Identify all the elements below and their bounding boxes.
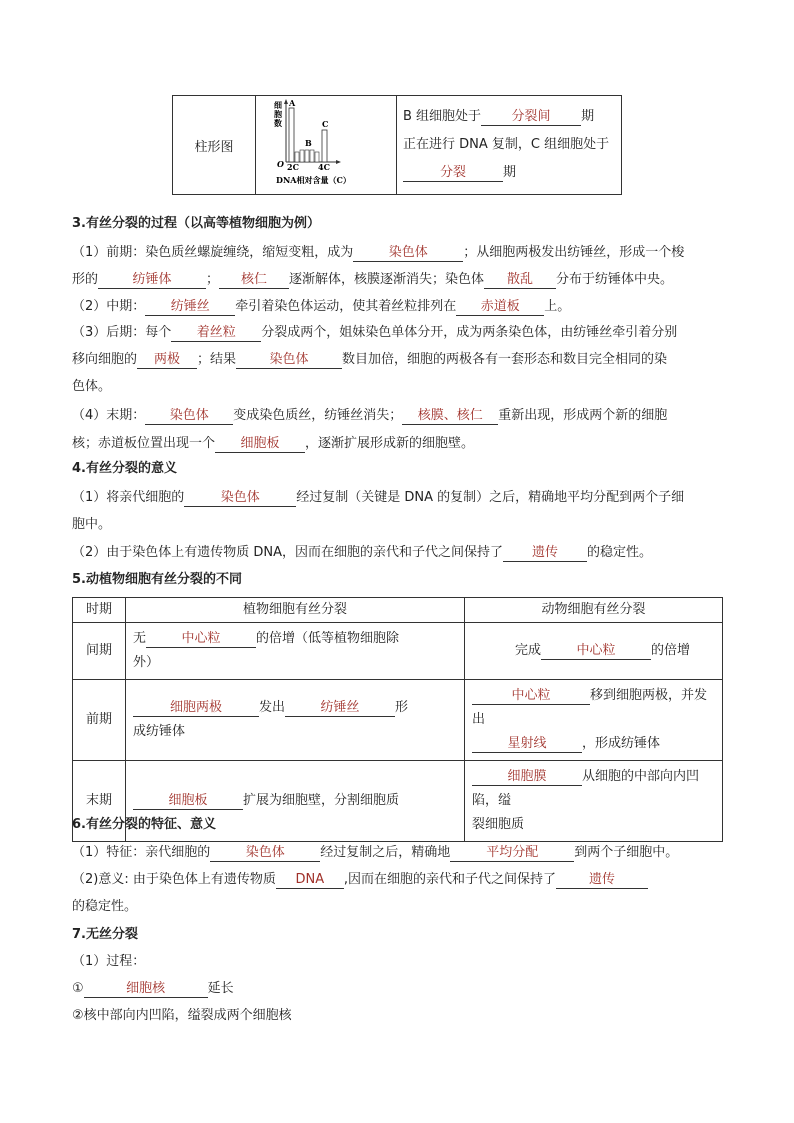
s7-p1: （1）过程：: [72, 954, 146, 969]
s3-p3-line2: 移向细胞的 两极 ；结果 染色体 数目加倍，细胞的两极各有一套形态和数目完全相同的染: [72, 352, 668, 367]
col-header-animal: 动物细胞有丝分裂: [465, 598, 723, 623]
comparison-table: [72, 597, 723, 842]
s4-p1-line2: 胞中。: [72, 517, 112, 532]
answer-blank: 染色体: [184, 489, 296, 507]
section-7-heading: 7.无丝分裂: [72, 927, 138, 942]
period-telophase: 末期: [73, 761, 126, 842]
bar-b1: [295, 152, 299, 162]
section-5-heading: 5.动植物细胞有丝分裂的不同: [72, 572, 242, 587]
x-axis-label: DNA相对含量（C）: [276, 175, 351, 185]
answer-blank: 细胞两极: [133, 699, 259, 717]
bar-b5: [315, 152, 319, 162]
row-label: 柱形图: [173, 96, 256, 195]
s7-p2: ① 细胞核 延长: [72, 981, 234, 996]
plant-interphase: 无 中心粒 的倍增（低等植物细胞除 外）: [126, 623, 465, 680]
answer-blank: DNA: [276, 871, 344, 889]
bar-chart-description: [397, 96, 622, 195]
desc-text: B 组细胞处于: [403, 109, 482, 124]
animal-interphase: 完成 中心粒 的倍增: [465, 623, 723, 680]
period-interphase: 间期: [73, 623, 126, 680]
answer-blank: 中心粒: [146, 630, 256, 648]
answer-blank: 中心粒: [472, 687, 590, 705]
answer-blank: 平均分配: [450, 844, 574, 862]
answer-blank: 染色体: [353, 244, 463, 262]
animal-prophase: 中心粒 移到细胞两极，并发出 星射线 ，形成纺锤体: [465, 680, 723, 761]
answer-blank: 核仁: [219, 271, 289, 289]
plant-telophase: 细胞板 扩展为细胞壁，分割细胞质: [126, 761, 465, 842]
bar-b-label: B: [305, 138, 312, 148]
answer-blank: 星射线: [472, 735, 582, 753]
origin-label: O: [277, 159, 284, 169]
bar-b4: [310, 150, 314, 162]
bar-a: [289, 108, 294, 162]
answer-blank: 细胞板: [215, 435, 305, 453]
answer-blank: 分裂: [403, 164, 503, 182]
y-axis-label-char: 数: [274, 118, 282, 128]
col-header-plant: 植物细胞有丝分裂: [126, 598, 465, 623]
desc-text: 正在进行 DNA 复制，C 组细胞处于: [403, 137, 610, 152]
answer-blank: 染色体: [145, 407, 233, 425]
answer-blank: 遗传: [503, 544, 587, 562]
answer-blank: 着丝粒: [171, 324, 261, 342]
s3-p1-line2: 形的 纺锤体 ； 核仁 逐渐解体，核膜逐渐消失；染色体 散乱 分布于纺锤体中央。: [72, 272, 674, 287]
s3-p3-line1: （3）后期：每个 着丝粒 分裂成两个，姐妹染色单体分开，成为两条染色体，由纺锤丝牵引着分别: [72, 325, 678, 340]
desc-text: 期: [581, 109, 595, 124]
y-axis-arrow: [284, 99, 288, 104]
answer-blank: 纺锤丝: [285, 699, 395, 717]
s6-p2-line2: 的稳定性。: [72, 899, 138, 914]
answer-blank: 染色体: [236, 351, 342, 369]
s3-p4-line2: 核；赤道板位置出现一个 细胞板 ，逐渐扩展形成新的细胞壁。: [72, 436, 475, 451]
tick-2c: 2C: [287, 162, 299, 172]
answer-blank: 中心粒: [541, 642, 651, 660]
answer-blank: 分裂间: [481, 108, 581, 126]
answer-blank: 纺锤体: [98, 271, 206, 289]
section-6-heading: 6.有丝分裂的特征、意义: [72, 817, 216, 832]
y-axis-label-char: 细: [274, 100, 282, 110]
s3-p1-line1: （1）前期：染色质丝螺旋缠绕，缩短变粗，成为 染色体 ；从细胞两极发出纺锤丝，形成一个梭: [72, 245, 685, 260]
bar-c: [322, 130, 327, 162]
dna-content-bar-chart: [256, 96, 396, 190]
bar-chart-table: [172, 95, 622, 195]
tick-4c: 4C: [318, 162, 330, 172]
s4-p1-line1: （1）将亲代细胞的 染色体 经过复制（关键是 DNA 的复制）之后，精确地平均分配到两个子细: [72, 490, 685, 505]
bar-a-label: A: [289, 98, 296, 108]
x-axis-arrow: [336, 160, 341, 164]
col-header-period: 时期: [73, 598, 126, 623]
s3-p2: （2）中期： 纺锤丝 牵引着染色体运动，使其着丝粒排列在 赤道板 上。: [72, 299, 571, 314]
s6-p1: （1）特征：亲代细胞的 染色体 经过复制之后，精确地 平均分配 到两个子细胞中。: [72, 845, 679, 860]
answer-blank: 纺锤丝: [145, 298, 235, 316]
period-prophase: 前期: [73, 680, 126, 761]
section-3-heading: 3.有丝分裂的过程（以高等植物细胞为例）: [72, 216, 320, 231]
plant-prophase: 细胞两极 发出 纺锤丝 形 成纺锤体: [126, 680, 465, 761]
answer-blank: 核膜、核仁: [402, 407, 498, 425]
answer-blank: 散乱: [484, 271, 556, 289]
answer-blank: 细胞核: [84, 980, 208, 998]
desc-text: 期: [503, 165, 517, 180]
bar-b3: [305, 150, 309, 162]
y-axis-label-vertical: [274, 100, 283, 128]
s3-p4-line1: （4）末期： 染色体 变成染色质丝，纺锤丝消失； 核膜、核仁 重新出现，形成两个新的细胞: [72, 408, 668, 423]
s4-p2: （2）由于染色体上有遗传物质 DNA，因而在细胞的亲代和子代之间保持了 遗传 的稳定性。: [72, 545, 653, 560]
answer-blank: 细胞膜: [472, 768, 582, 786]
s3-p3-line3: 色体。: [72, 379, 112, 394]
animal-telophase: 细胞膜 从细胞的中部向内凹陷，缢 裂细胞质: [465, 761, 723, 842]
s6-p2-line1: （2)意义: 由于染色体上有遗传物质 DNA ,因而在细胞的亲代和子代之间保持了 遗传: [72, 870, 648, 890]
bar-b2: [300, 150, 304, 162]
answer-blank: 染色体: [210, 844, 320, 862]
answer-blank: 赤道板: [456, 298, 544, 316]
s7-p3: ②核中部向内凹陷，缢裂成两个细胞核: [72, 1008, 292, 1023]
bar-chart-cell: [256, 96, 397, 195]
answer-blank: 遗传: [556, 871, 648, 889]
y-axis-label-char: 胞: [274, 109, 282, 119]
answer-blank: 细胞板: [133, 792, 243, 810]
bar-c-label: C: [322, 119, 329, 129]
answer-blank: 两极: [137, 351, 197, 369]
section-4-heading: 4.有丝分裂的意义: [72, 461, 177, 476]
